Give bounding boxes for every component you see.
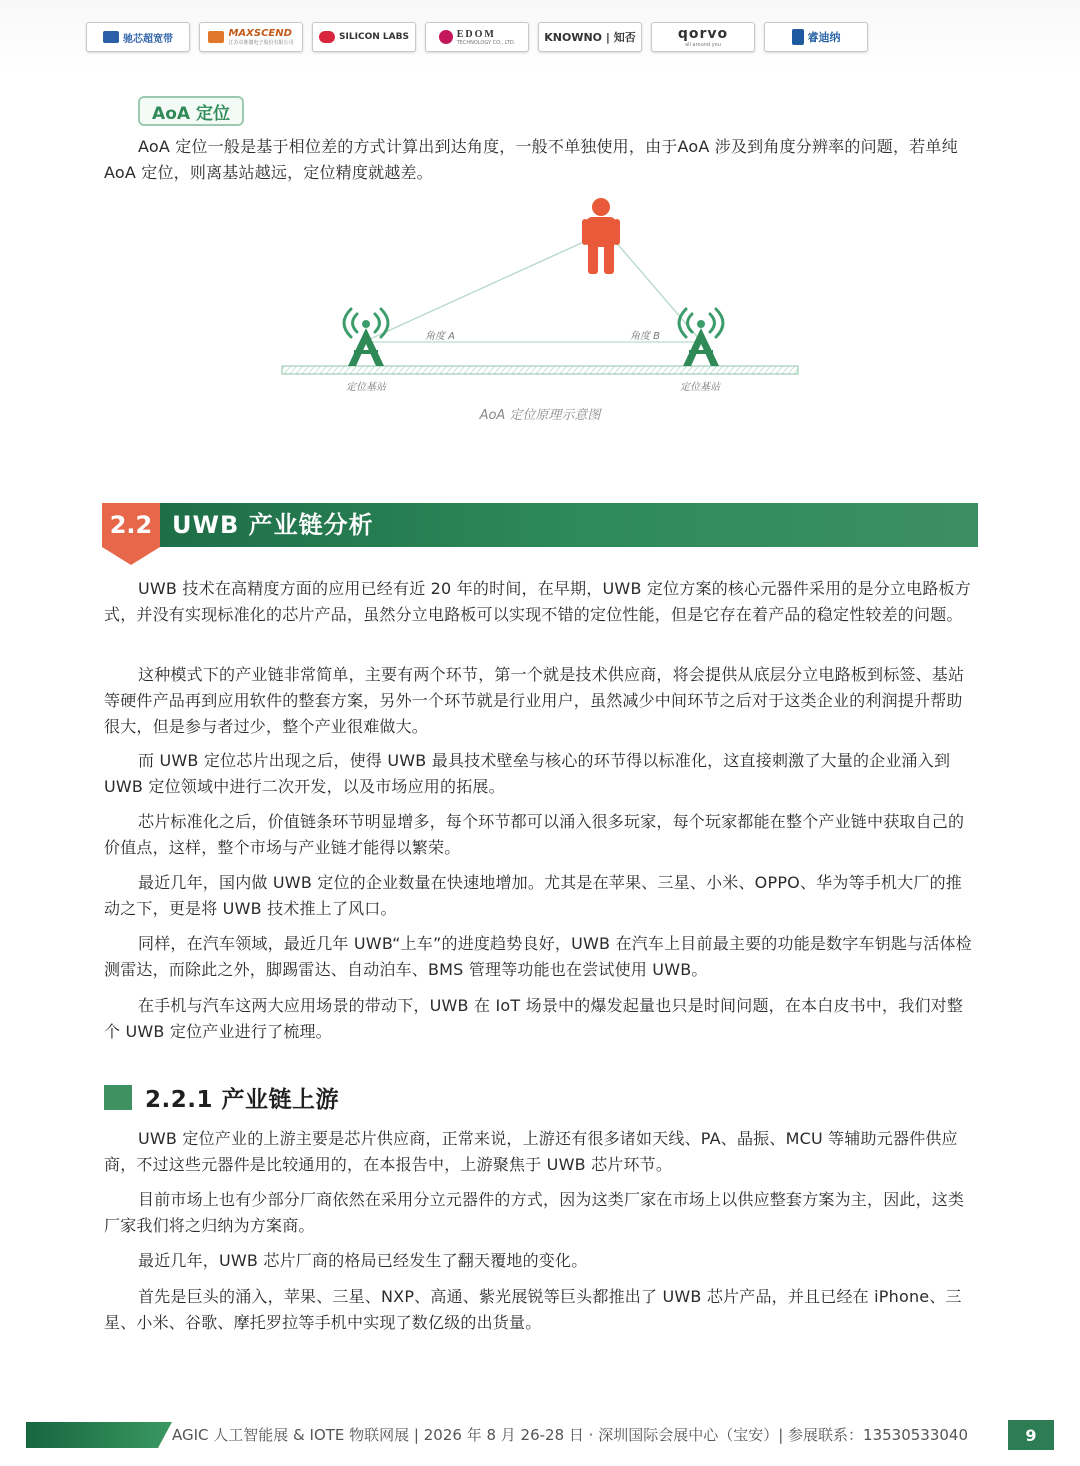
section-paragraph: 这种模式下的产业链非常简单，主要有两个环节，第一个就是技术供应商，将会提供从底层分立电路板到标签、基站等硬件产品再到应用软件的整套方案，另外一个环节就是行业用户，虽然减少中间环节之后对于这类企业的利润提升帮助很大，但是参与者过少，整个产业很难做大。 bbox=[104, 665, 965, 736]
logo-text-group bbox=[457, 29, 516, 46]
logo-text-group bbox=[678, 26, 728, 48]
ground-strip bbox=[282, 366, 798, 374]
logo-ruidina[interactable] bbox=[764, 22, 868, 52]
sponsor-logo-bar bbox=[0, 0, 1080, 76]
footer-event-info: AGIC 人工智能展 & IOTE 物联网展 | 2026 年 8 月 26-28 日 · 深圳国际会展中心（宝安）| 参展联系：13530533040 bbox=[172, 1426, 968, 1444]
section-paragraph: UWB 技术在高精度方面的应用已经有近 20 年的时间，在早期，UWB 定位方案的核心元器件采用的是分立电路板方式，并没有实现标准化的芯片产品，虽然分立电路板可以实现不错的定位性能，但是它存在着产品的稳定性较差的问题。 bbox=[104, 579, 971, 624]
logo-qorvo[interactable] bbox=[651, 22, 755, 52]
aoa-paragraph: AoA 定位一般是基于相位差的方式计算出到达角度，一般不单独使用，由于AoA 涉及到角度分辨率的问题，若单纯 AoA 定位，则离基站越远，定位精度就越差。 bbox=[104, 137, 958, 182]
ruidina-logo-icon bbox=[792, 29, 804, 45]
angle-a-label: 角度 A bbox=[425, 331, 456, 342]
person-icon bbox=[582, 198, 620, 274]
page-number: 9 bbox=[1008, 1420, 1054, 1450]
logo-text: 驰芯超宽带 bbox=[123, 33, 173, 45]
logo-text: MAXSCEND bbox=[228, 28, 292, 39]
section-paragraph: 而 UWB 定位芯片出现之后，使得 UWB 最具技术壁垒与核心的环节得以标准化，这直接刺激了大量的企业涌入到 UWB 定位领域中进行二次开发，以及市场应用的拓展。 bbox=[104, 751, 951, 796]
section-paragraph: 同样，在汽车领域，最近几年 UWB“上车”的进度趋势良好，UWB 在汽车上目前最主要的功能是数字车钥匙与活体检测雷达，而除此之外，脚踢雷达、自动泊车、BMS 管理等功能也在尝试使用 UWB。 bbox=[104, 934, 972, 979]
aoa-diagram bbox=[270, 190, 810, 430]
siliconlabs-logo-icon bbox=[319, 31, 335, 43]
chipsea-logo-icon bbox=[103, 31, 119, 43]
base-station-left-icon bbox=[344, 309, 388, 366]
logo-siliconlabs[interactable] bbox=[312, 22, 416, 52]
logo-chipsea[interactable] bbox=[86, 22, 190, 52]
maxscend-logo-icon bbox=[208, 31, 224, 43]
logo-text: EDOM bbox=[456, 28, 496, 40]
section-number-pointer bbox=[102, 547, 160, 565]
signal-line-left bbox=[368, 240, 588, 340]
angle-b-label: 角度 B bbox=[630, 331, 661, 342]
logo-knowno[interactable] bbox=[538, 22, 642, 52]
section-paragraph: 最近几年，国内做 UWB 定位的企业数量在快速地增加。尤其是在苹果、三星、小米、OPPO、华为等手机大厂的推动之下，更是将 UWB 技术推上了风口。 bbox=[104, 873, 962, 918]
logo-text: KNOWNO | 知否 bbox=[544, 31, 636, 44]
subsection-paragraph: 首先是巨头的涌入，苹果、三星、NXP、高通、紫光展锐等巨头都推出了 UWB 芯片产品，并且已经在 iPhone、三星、小米、谷歌、摩托罗拉等手机中实现了数亿级的出货量。 bbox=[104, 1287, 962, 1332]
edom-logo-icon bbox=[439, 30, 453, 44]
subsection-marker bbox=[104, 1085, 132, 1110]
aoa-section-tag: AoA 定位 bbox=[138, 96, 244, 126]
footer-accent-bar bbox=[26, 1422, 172, 1448]
logo-text-group bbox=[228, 28, 293, 46]
logo-subtext: all around you bbox=[685, 42, 721, 48]
logo-text: qorvo bbox=[677, 26, 729, 42]
logo-subtext: 江苏卓胜微电子股份有限公司 bbox=[228, 40, 294, 46]
logo-maxscend[interactable] bbox=[199, 22, 303, 52]
section-paragraph: 芯片标准化之后，价值链条环节明显增多，每个环节都可以涌入很多玩家，每个玩家都能在整个产业链中获取自己的价值点，这样，整个市场与产业链才能得以繁荣。 bbox=[104, 812, 965, 857]
logo-edom[interactable] bbox=[425, 22, 529, 52]
subsection-paragraph: UWB 定位产业的上游主要是芯片供应商，正常来说，上游还有很多诸如天线、PA、晶振、MCU 等辅助元器件供应商，不过这些元器件是比较通用的，在本报告中，上游聚焦于 UWB 芯片环节。 bbox=[104, 1129, 958, 1174]
section-paragraph: 在手机与汽车这两大应用场景的带动下，UWB 在 IoT 场景中的爆发起量也只是时间问题，在本白皮书中，我们对整个 UWB 定位产业进行了梳理。 bbox=[104, 996, 964, 1041]
base-station-right-icon bbox=[679, 309, 723, 366]
logo-subtext: TECHNOLOGY CO., LTD. bbox=[456, 39, 516, 46]
station-right-label: 定位基站 bbox=[680, 382, 720, 393]
subsection-title: 2.2.1 产业链上游 bbox=[145, 1087, 339, 1113]
section-title: UWB 产业链分析 bbox=[172, 511, 374, 539]
subsection-paragraph: 最近几年，UWB 芯片厂商的格局已经发生了翻天覆地的变化。 bbox=[138, 1251, 588, 1270]
diagram-caption: AoA 定位原理示意图 bbox=[479, 408, 601, 423]
station-left-label: 定位基站 bbox=[346, 382, 386, 393]
subsection-paragraph: 目前市场上也有少部分厂商依然在采用分立元器件的方式，因为这类厂家在市场上以供应整套方案为主，因此，这类厂家我们将之归纳为方案商。 bbox=[104, 1190, 965, 1235]
logo-text: 睿迪纳 bbox=[807, 31, 841, 44]
section-number: 2.2 bbox=[102, 503, 160, 547]
logo-text: SILICON LABS bbox=[339, 32, 409, 42]
